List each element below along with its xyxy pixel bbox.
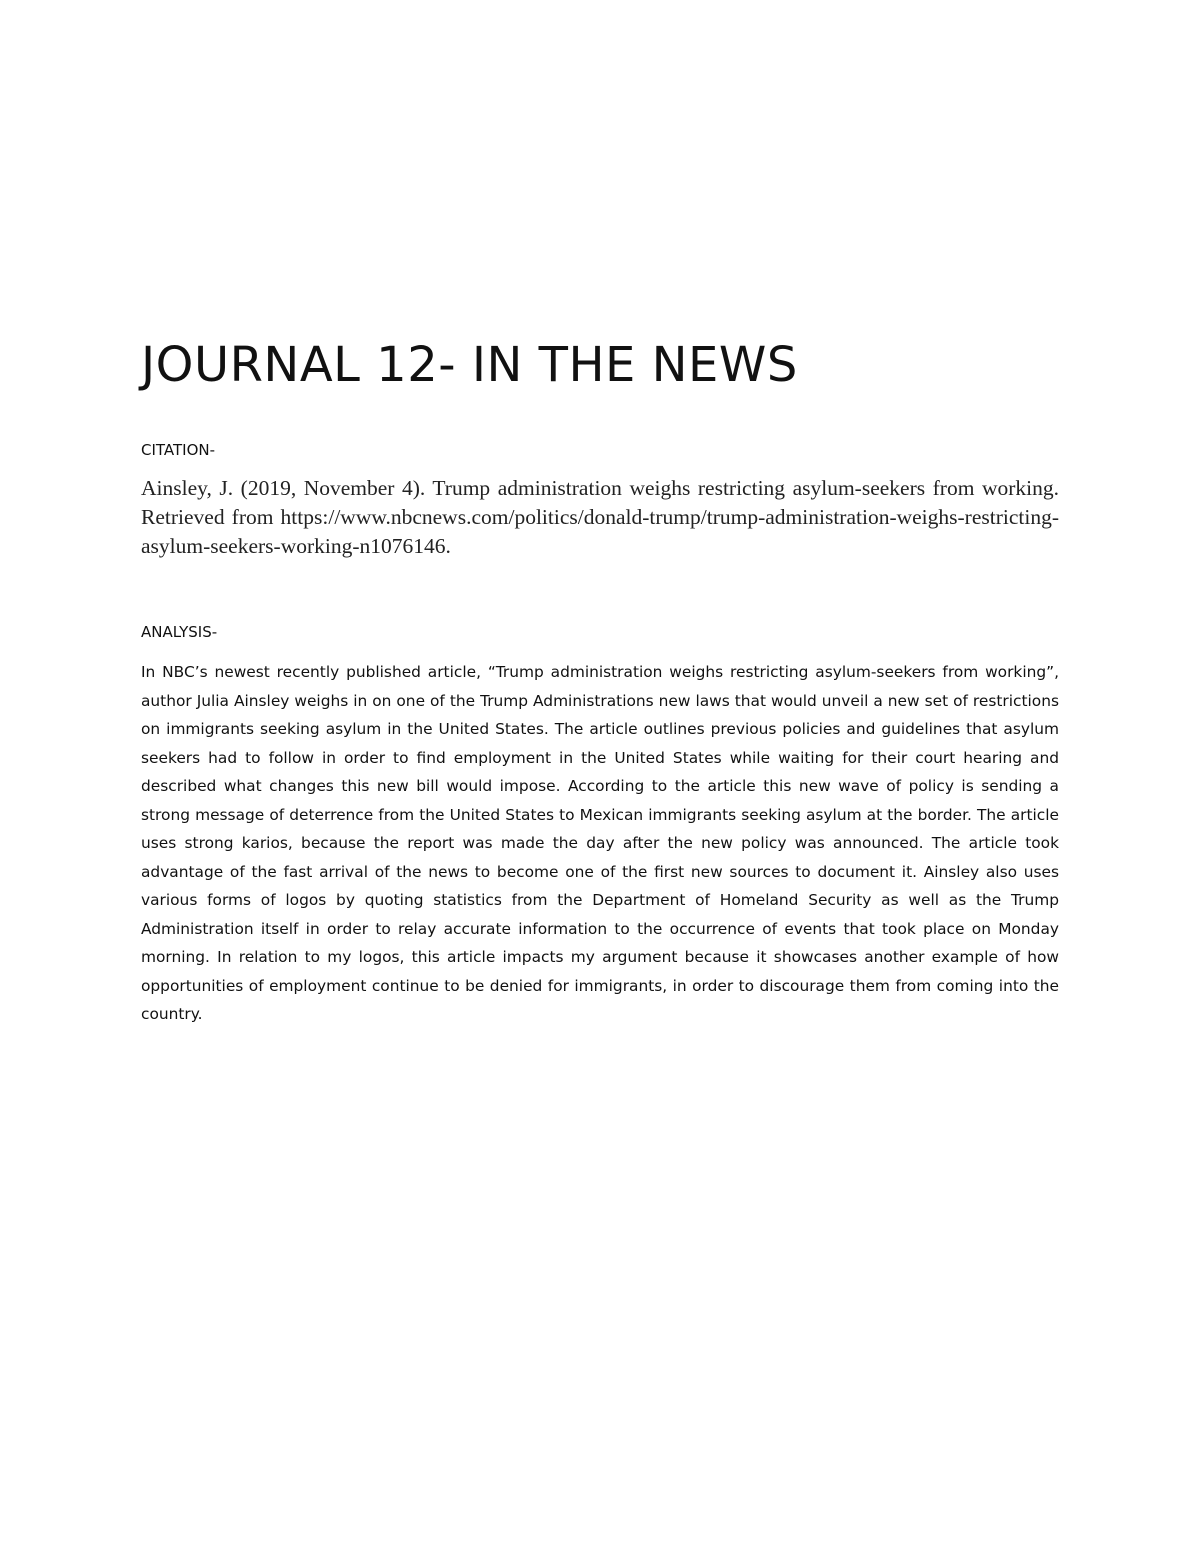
document-body [141,332,1059,1029]
citation-text: Ainsley, J. (2019, November 4). Trump administration weighs restricting asylum-seekers from working. Retrieved from https://www.nbcnews.com/politics/donald-trump/trump-administration-weighs-restricting-asylum-seekers-working-n1076146. [141,476,1059,558]
analysis-paragraph: In NBC’s newest recently published article, “Trump administration weighs restricting asylum-seekers from working”, author Julia Ainsley weighs in on one of the Trump Administrations new laws that would unveil a new set of restrictions on immigrants seeking asylum in the United States. The article outlines previous policies and guidelines that asylum seekers had to follow in order to find employment in the United States while waiting for their court hearing and described what changes this new bill would impose. According to the article this new wave of policy is sending a strong message of deterrence from the United States to Mexican immigrants seeking asylum at the border. The article uses strong karios, because the report was made the day after the new policy was announced. The article took advantage of the fast arrival of the news to become one of the first new sources to document it. Ainsley also uses various forms of logos by quoting statistics from the Department of Homeland Security as well as the Trump Administration itself in order to relay accurate information to the occurrence of events that took place on Monday morning. In relation to my logos, this article impacts my argument because it showcases another example of how opportunities of employment continue to be denied for immigrants, in order to discourage them from coming into the country. [141,663,1059,1023]
analysis-label: ANALYSIS- [141,623,218,641]
citation-label: CITATION- [141,441,216,459]
document-title: JOURNAL 12- IN THE NEWS [141,337,798,393]
